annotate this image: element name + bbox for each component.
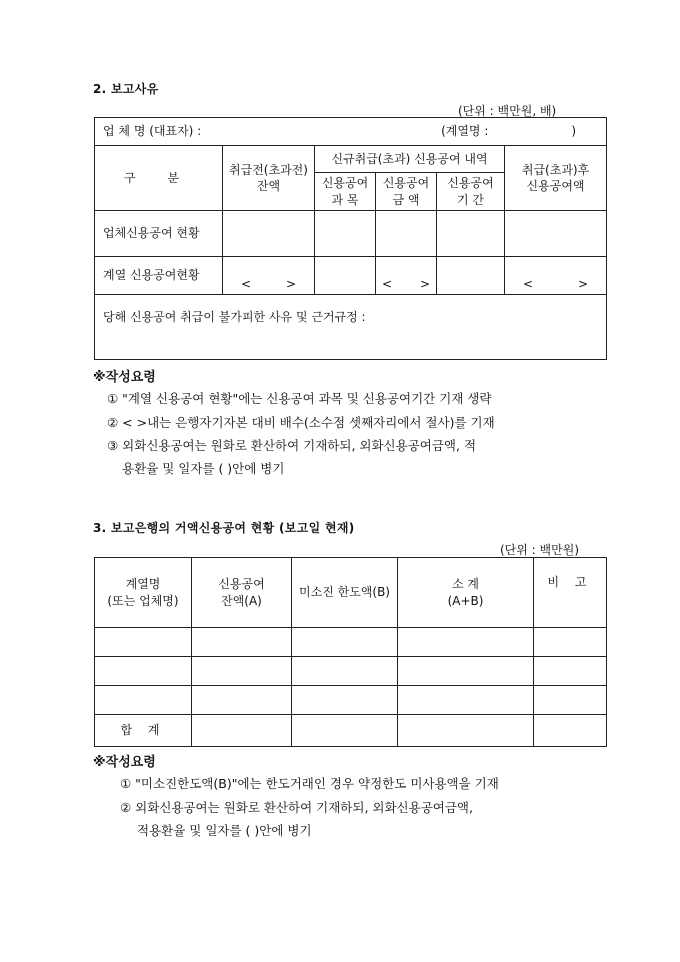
bracket-close: > (285, 276, 296, 291)
cell (292, 628, 398, 657)
sub-amount: 신용공여 금 액 (376, 173, 437, 211)
section2-notes-title: ※작성요령 (93, 370, 156, 385)
section3-heading: 3. 보고은행의 거액신용공여 현황 (보고일 현재) (93, 521, 355, 535)
cell (192, 715, 292, 747)
cell (398, 628, 534, 657)
col-remarks: 비 고 (534, 558, 607, 628)
company-label: 업 체 명 (대표자) : (103, 124, 202, 139)
cell (292, 657, 398, 686)
col-group-name: 계열명 (또는 업체명) (95, 558, 192, 628)
cell (505, 211, 607, 257)
row-group-credit: 계열 신용공여현황 (95, 257, 223, 295)
section2-note-2: ② < >내는 은행자기자본 대비 배수(소수점 셋째자리에서 절사)를 기재 (107, 415, 495, 430)
section2-heading: 2. 보고사유 (93, 82, 159, 96)
cell (437, 257, 505, 295)
row-company-credit: 업체신용공여 현황 (95, 211, 223, 257)
total-label: 합 계 (95, 715, 192, 747)
bracket-close: > (419, 276, 430, 291)
cell (192, 686, 292, 715)
cell (292, 686, 398, 715)
report-reason-table (94, 117, 607, 360)
cell (398, 686, 534, 715)
header-after: 취급(초과)후 신용공여액 (505, 146, 607, 211)
col-subtotal: 소 계 (A+B) (398, 558, 534, 628)
group-label: (계열명 : (441, 124, 489, 139)
table-row (95, 628, 607, 657)
company-row (95, 118, 607, 146)
cell (95, 686, 192, 715)
header-before: 취급전(초과전) 잔액 (223, 146, 315, 211)
bracket-open: < (382, 276, 393, 291)
reason-label: 당해 신용공여 취급이 불가피한 사유 및 근거규정 : (103, 310, 366, 324)
col-credit-balance: 신용공여 잔액(A) (192, 558, 292, 628)
cell (534, 686, 607, 715)
bracket-open: < (523, 276, 534, 291)
group-close: ) (571, 124, 577, 139)
section3-note-2: ② 외화신용공여는 원화로 환산하여 기재하되, 외화신용공여금액, (120, 800, 473, 815)
cell (534, 715, 607, 747)
sub-item: 신용공여 과 목 (315, 173, 376, 211)
ratio-cell-after (505, 257, 607, 295)
section3-note-1: ① "미소진한도액(B)"에는 한도거래인 경우 약정한도 미사용액을 기재 (120, 776, 499, 791)
bracket-open: < (241, 276, 252, 291)
header-new: 신규취급(초과) 신용공여 내역 (315, 146, 505, 173)
cell (292, 715, 398, 747)
cell (398, 657, 534, 686)
section2-unit: (단위 : 백만원, 배) (458, 104, 557, 118)
cell (534, 628, 607, 657)
section3-unit: (단위 : 백만원) (500, 543, 579, 557)
table-row (95, 686, 607, 715)
ratio-cell-before (223, 257, 315, 295)
cell (437, 211, 505, 257)
section3-notes-title: ※작성요령 (93, 755, 156, 770)
sub-period: 신용공여 기 간 (437, 173, 505, 211)
cell (315, 257, 376, 295)
cell (315, 211, 376, 257)
cell (534, 657, 607, 686)
cell (95, 657, 192, 686)
large-credit-table (94, 557, 607, 747)
section2-note-1: ① "계열 신용공여 현황"에는 신용공여 과목 및 신용공여기간 기재 생략 (107, 391, 492, 406)
section2-note-3: ③ 외화신용공여는 원화로 환산하여 기재하되, 외화신용공여금액, 적 (107, 438, 477, 453)
cell (192, 657, 292, 686)
cell (398, 715, 534, 747)
section3-note-2-cont: 적용환율 및 일자를 ( )안에 병기 (137, 823, 312, 838)
cell (192, 628, 292, 657)
reason-row (95, 295, 607, 360)
ratio-cell-amount (376, 257, 437, 295)
total-row (95, 715, 607, 747)
cell (376, 211, 437, 257)
header-gubun: 구 분 (95, 146, 223, 211)
col-unused-limit: 미소진 한도액(B) (292, 558, 398, 628)
bracket-close: > (578, 276, 589, 291)
cell (223, 211, 315, 257)
table-row (95, 657, 607, 686)
cell (95, 628, 192, 657)
section2-note-3-cont: 용환율 및 일자를 ( )안에 병기 (122, 461, 285, 476)
